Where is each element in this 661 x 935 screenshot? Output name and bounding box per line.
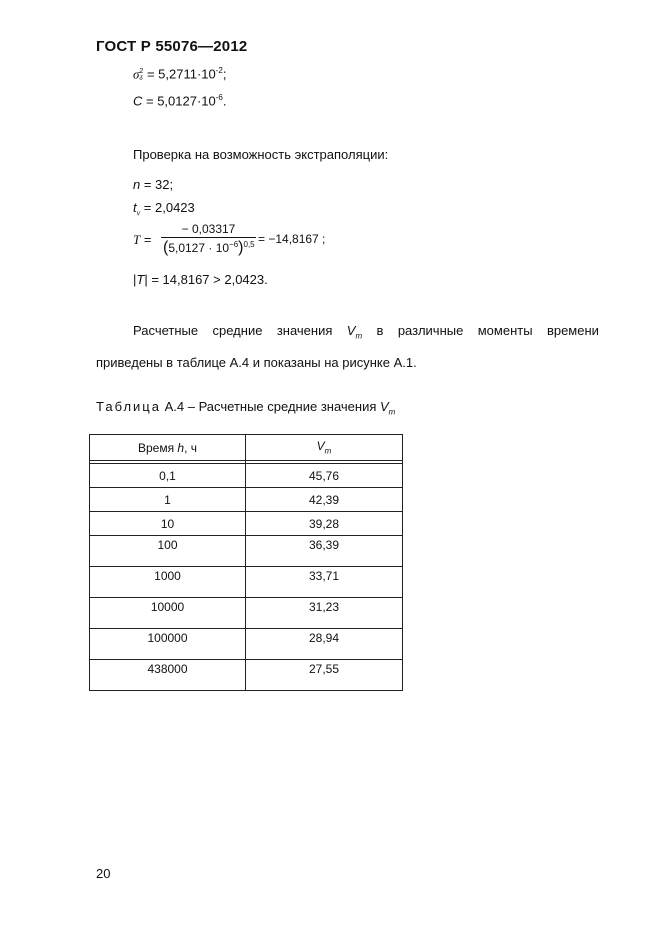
sigma-formula xyxy=(133,66,226,82)
cell-h: 10000 xyxy=(90,598,246,629)
abs-open: | xyxy=(133,272,137,287)
c-formula xyxy=(133,93,227,108)
table-row xyxy=(90,598,403,629)
paragraph-line-1 xyxy=(133,323,599,341)
para-word: средние xyxy=(212,323,263,338)
n-value: = 32; xyxy=(140,177,174,192)
abs-close: | xyxy=(144,272,148,287)
table-row xyxy=(90,488,403,512)
t-formula xyxy=(133,200,195,218)
table-row xyxy=(90,567,403,598)
table-header-row xyxy=(90,435,403,461)
sigma-sup: 2 xyxy=(139,67,144,75)
sigma-sub: δ xyxy=(139,73,143,82)
table-row xyxy=(90,629,403,660)
cell-vm: 27,55 xyxy=(246,660,403,691)
table-row xyxy=(90,512,403,536)
t-value: = 2,0423 xyxy=(140,200,195,215)
document-header: ГОСТ Р 55076—2012 xyxy=(96,38,248,55)
cell-vm: 36,39 xyxy=(246,536,403,567)
n-symbol: n xyxy=(133,177,141,192)
T-symbol: T xyxy=(133,232,141,247)
cell-vm: 42,39 xyxy=(246,488,403,512)
values-table xyxy=(89,434,403,691)
T-fraction xyxy=(161,222,256,257)
table-row xyxy=(90,660,403,691)
cell-h: 0,1 xyxy=(90,464,246,488)
cell-vm: 39,28 xyxy=(246,512,403,536)
sigma-tail: ; xyxy=(222,66,227,82)
para-word: Расчетные xyxy=(133,323,199,338)
sigma-value: = 5,2711·10 xyxy=(143,66,216,82)
cell-vm: 33,71 xyxy=(246,567,403,598)
fraction-bar xyxy=(161,237,256,238)
caption-v: V xyxy=(380,399,389,414)
abs-value: = 14,8167 > 2,0423. xyxy=(147,272,268,287)
n-formula xyxy=(133,177,173,192)
cell-h: 100000 xyxy=(90,629,246,660)
T-den-pow: 0,5 xyxy=(243,240,255,249)
table-caption xyxy=(96,399,395,417)
abs-symbol: T xyxy=(136,272,145,287)
table-row xyxy=(90,536,403,567)
para-word: значения xyxy=(276,323,333,338)
T-result: = −14,8167 ; xyxy=(258,232,326,246)
table-row xyxy=(90,464,403,488)
page-number: 20 xyxy=(96,866,111,881)
cell-h: 10 xyxy=(90,512,246,536)
c-tail: . xyxy=(222,93,227,109)
cell-vm: 28,94 xyxy=(246,629,403,660)
col-header-vm: $V_m$ xyxy=(246,435,403,461)
t-sub: v xyxy=(136,208,141,218)
caption-text: А.4 – Расчетные средние значения xyxy=(160,399,380,414)
para-word: в xyxy=(376,323,384,338)
T-den-base: 5,0127 · 10 xyxy=(168,241,230,255)
check-heading: Проверка на возможность экстраполяции: xyxy=(133,147,389,162)
t-symbol: t xyxy=(133,200,137,215)
cell-vm: 31,23 xyxy=(246,598,403,629)
abs-formula xyxy=(133,272,268,287)
T-den-exp: −6 xyxy=(229,240,239,249)
para-word: моменты xyxy=(477,323,533,338)
cell-h: 100 xyxy=(90,536,246,567)
cell-h: 1 xyxy=(90,488,246,512)
para-word: времени xyxy=(546,323,599,338)
c-symbol: C xyxy=(133,93,143,109)
cell-vm: 45,76 xyxy=(246,464,403,488)
T-numerator: − 0,03317 xyxy=(181,222,236,236)
T-eq: = xyxy=(143,232,152,247)
cell-h: 1000 xyxy=(90,567,246,598)
paragraph-line-2: приведены в таблице А.4 и показаны на рисунке А.1. xyxy=(96,355,417,370)
sigma-symbol: σ xyxy=(133,66,140,82)
T-label xyxy=(133,232,151,248)
para-vm: $V_m$ xyxy=(346,323,363,341)
sigma-exp: -2 xyxy=(215,66,223,75)
c-value: = 5,0127·10 xyxy=(142,93,216,109)
cell-h: 438000 xyxy=(90,660,246,691)
para-word: различные xyxy=(397,323,464,338)
col-header-time: Время h, ч xyxy=(90,435,246,461)
caption-label: Таблица xyxy=(96,399,161,414)
c-exp: -6 xyxy=(215,93,223,102)
T-denominator: $(5,0127 \cdot 10^{-6})^{0,5}$ xyxy=(163,239,255,256)
caption-v-sub: m xyxy=(388,407,396,417)
